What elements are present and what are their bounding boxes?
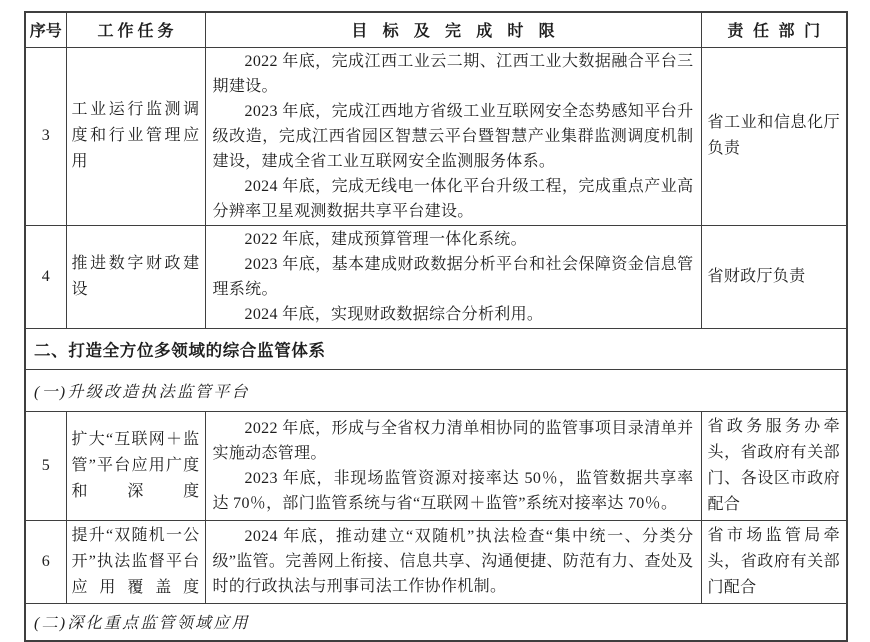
goal-paragraph: 2023 年底，基本建成财政数据分析平台和社会保障资金信息管理系统。 [212,255,694,298]
goal-paragraph: 2022 年底，建成预算管理一体化系统。 [244,230,527,248]
section-subtitle: (二)深化重点监管领域应用 [25,603,847,641]
goal-paragraph: 2023 年底，完成江西地方省级工业互联网安全态势感知平台升级改造，完成江西省园区智慧云平台暨智慧产业集群监测调度机制建设，建成全省工业互联网安全监测服务体系。 [212,102,694,170]
dept-cell: 省政务服务办牵头，省政府有关部门、各设区市政府配合 [701,411,847,520]
task-table [24,11,848,642]
task-cell: 扩大“互联网＋监管”平台应用广度和深度 [66,411,205,520]
task-cell: 工业运行监测调度和行业管理应用 [66,47,205,225]
row-number: 6 [25,520,66,603]
goal-paragraph: 2024 年底，完成无线电一体化平台升级工程，完成重点产业高分辨率卫星观测数据共享平台建设。 [212,177,694,220]
table-row-5 [25,411,847,520]
goal-cell [205,411,701,520]
header-dept: 责任部门 [701,12,847,47]
goal-paragraph: 2024 年底，推动建立“双随机”执法检查“集中统一、分类分级”监管。完善网上衔接、信息共享、沟通便捷、防范有力、查处及时的行政执法与刑事司法工作协作机制。 [212,528,694,595]
row-number: 4 [25,225,66,328]
table-row-3 [25,47,847,225]
task-cell: 推进数字财政建设 [66,225,205,328]
section-title: 二、打造全方位多领域的综合监管体系 [25,328,847,369]
section-row-2-2 [25,603,847,641]
goal-cell [205,225,701,328]
section-row-2 [25,328,847,369]
goal-paragraph: 2022 年底，形成与全省权力清单相协同的监管事项目录清单并实施动态管理。 [212,419,694,462]
row-number: 5 [25,411,66,520]
dept-cell: 省市场监管局牵头，省政府有关部门配合 [701,520,847,603]
goal-paragraph: 2023 年底，非现场监管资源对接率达 50％，监管数据共享率达 70％，部门监管系统与省“互联网＋监管”系统对接率达 70％。 [212,469,694,512]
section-row-2-1 [25,369,847,411]
header-task: 工作任务 [66,12,205,47]
table-row-4 [25,225,847,328]
table-header-row [25,12,847,47]
table-row-6 [25,520,847,603]
goal-cell [205,520,701,603]
goal-paragraph: 2022 年底，完成江西工业云二期、江西工业大数据融合平台三期建设。 [212,52,694,95]
goal-cell [205,47,701,225]
task-cell: 提升“双随机一公开”执法监督平台应用覆盖度 [66,520,205,603]
dept-cell: 省工业和信息化厅负责 [701,47,847,225]
header-no: 序号 [25,12,66,47]
header-goal: 目标及完成时限 [205,12,701,47]
dept-cell: 省财政厅负责 [701,225,847,328]
row-number: 3 [25,47,66,225]
section-subtitle: (一)升级改造执法监管平台 [25,369,847,411]
goal-paragraph: 2024 年底，实现财政数据综合分析利用。 [244,305,544,323]
